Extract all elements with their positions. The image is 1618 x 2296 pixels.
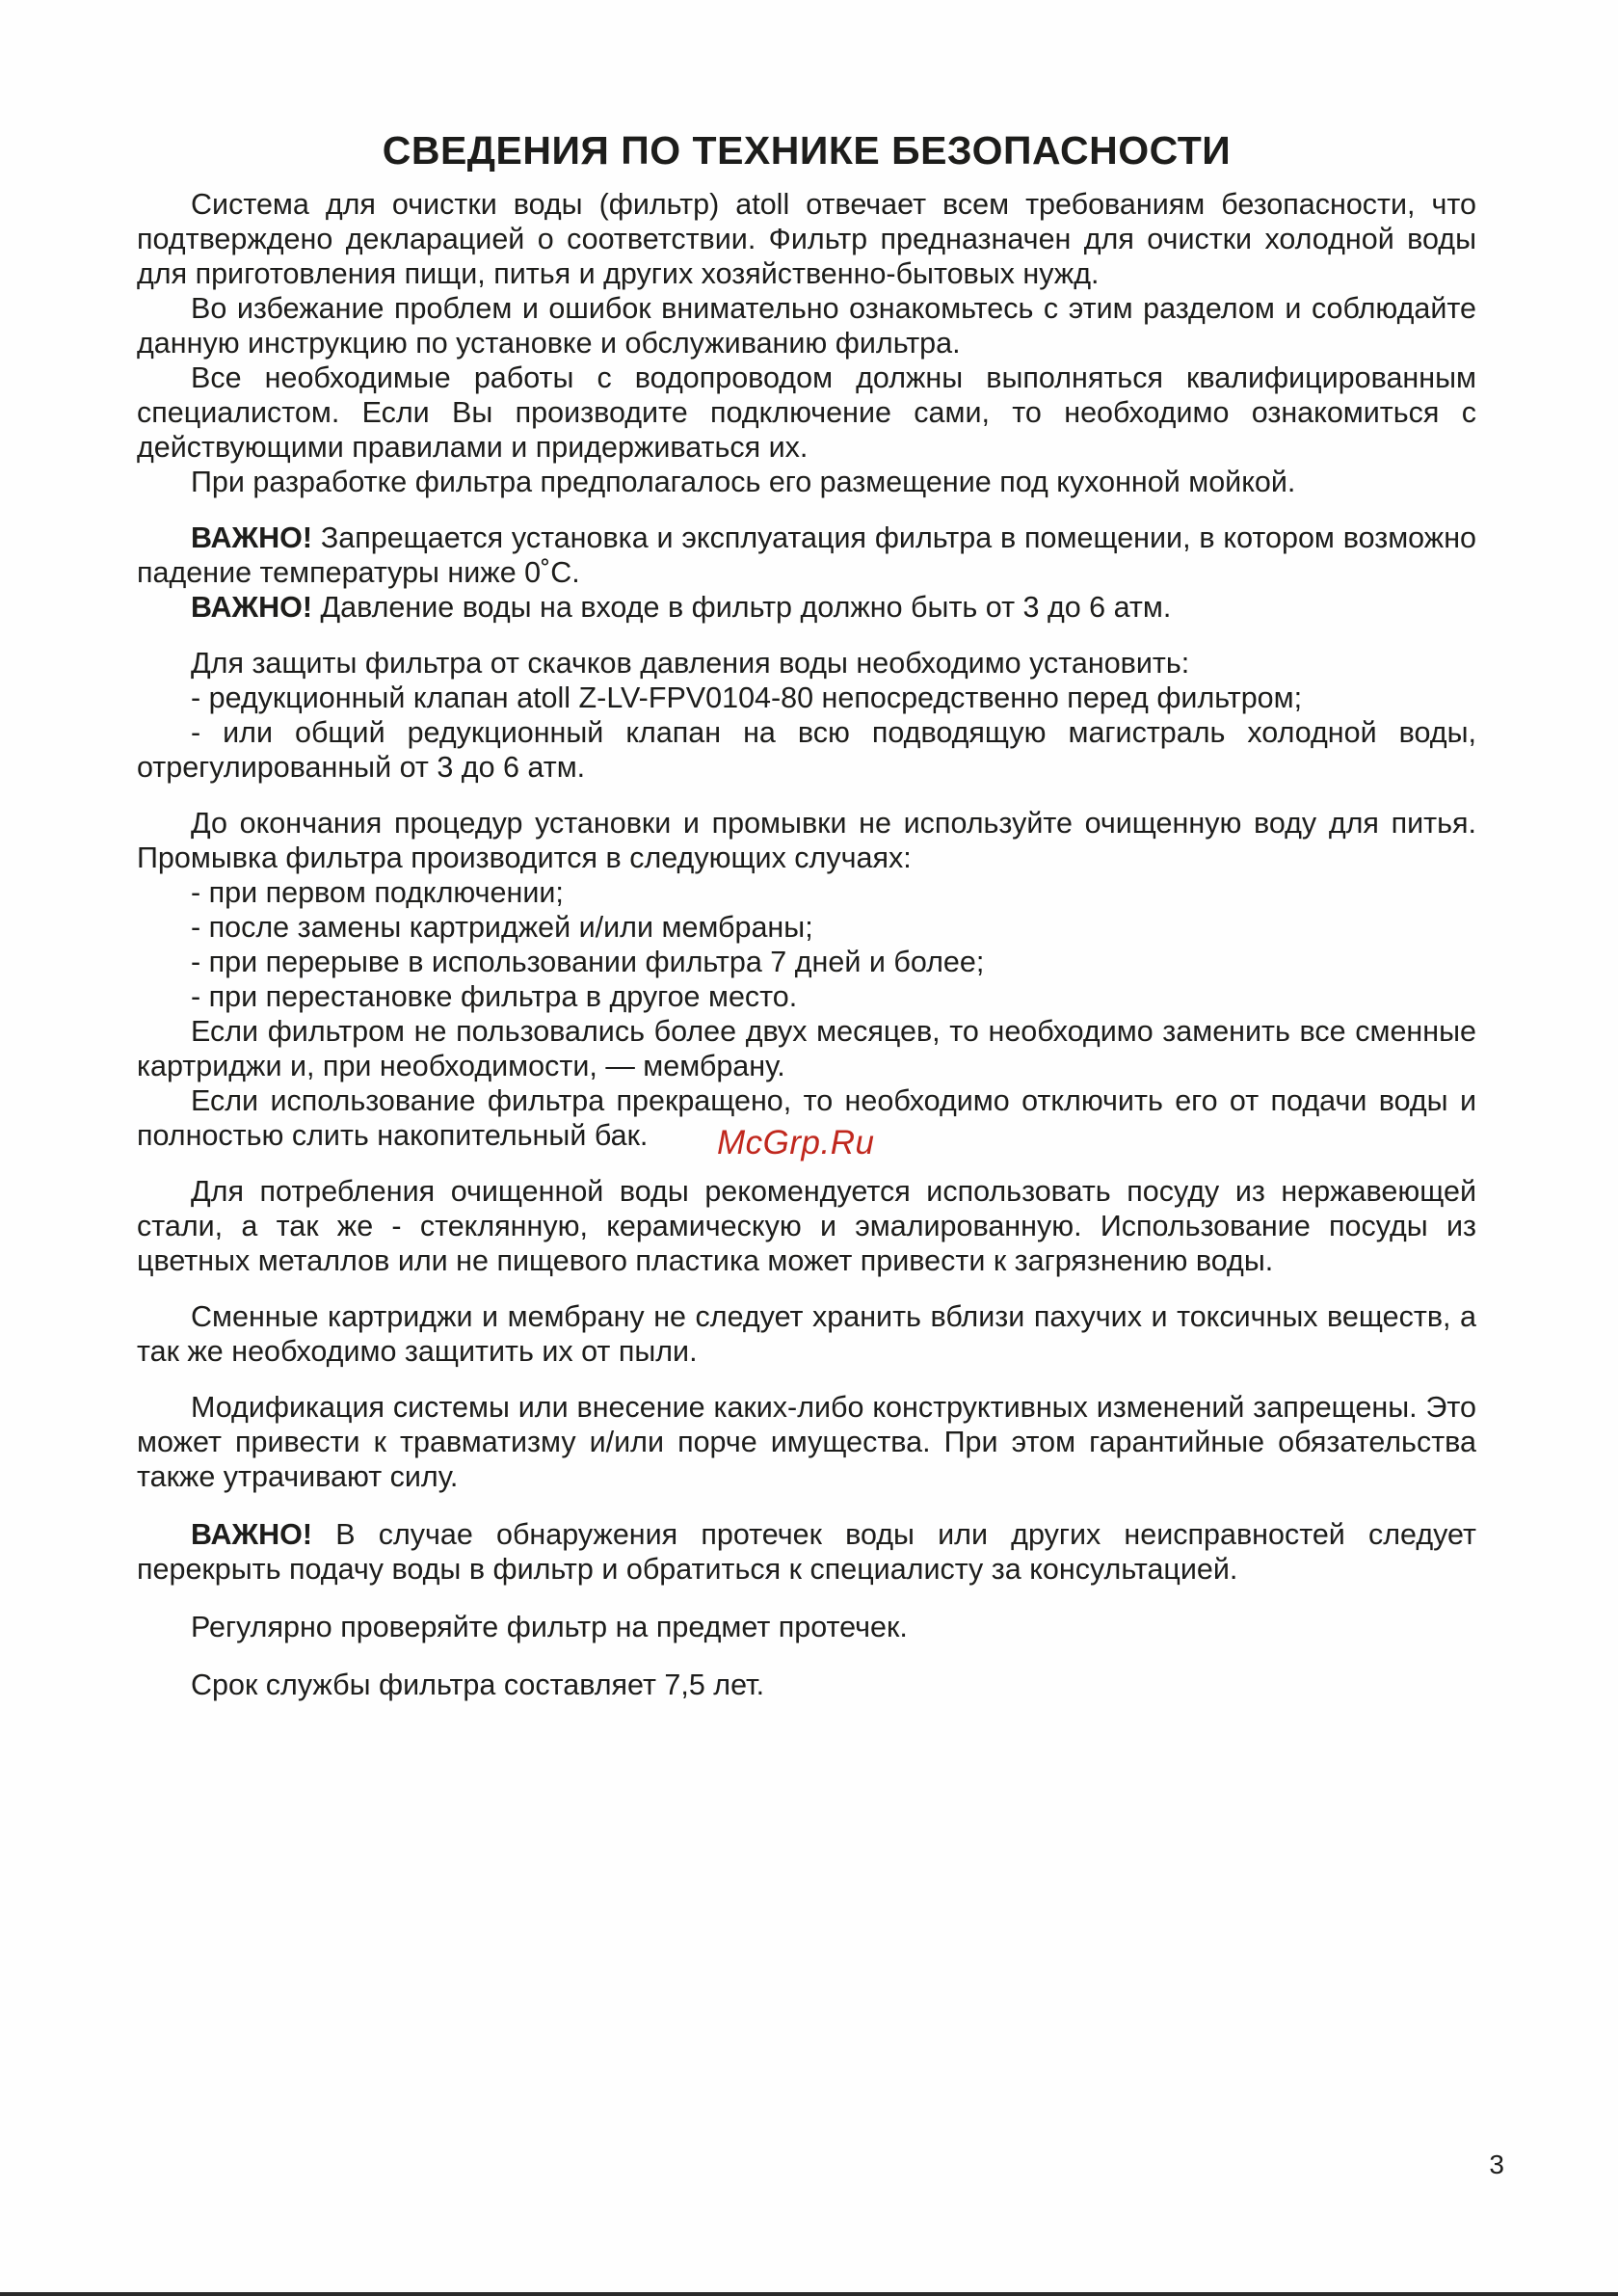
list-item-flush-case: - при перерыве в использовании фильтра 7 дней и более; <box>191 946 985 978</box>
page-content <box>137 123 1476 1702</box>
warning-pressure <box>137 590 1476 625</box>
page-title: СВЕДЕНИЯ ПО ТЕХНИКЕ БЕЗОПАСНОСТИ <box>382 128 1232 173</box>
warning-pressure-text: Давление воды на входе в фильтр должно быть от 3 до 6 атм. <box>320 591 1172 624</box>
paragraph-placement: При разработке фильтра предполагалось его размещение под кухонной мойкой. <box>191 466 1296 498</box>
paragraph-service-life: Срок службы фильтра составляет 7,5 лет. <box>191 1669 765 1701</box>
page-number: 3 <box>1489 2149 1504 2179</box>
important-label: ВАЖНО! <box>191 521 313 554</box>
list-item-general-valve: - или общий редукционный клапан на всю подводящую магистраль холодной воды, отрегулированный от 3 до 6 атм. <box>137 716 1476 784</box>
warning-leaks-text: В случае обнаружения протечек воды или других неисправностей следует перекрыть подачу воды в фильтр и обратиться к специалисту за консультацией. <box>137 1518 1476 1586</box>
important-label: ВАЖНО! <box>191 591 313 624</box>
paragraph-disconnect: Если использование фильтра прекращено, то необходимо отключить его от подачи воды и полностью слить накопительный бак. <box>137 1084 1476 1152</box>
bottom-divider <box>0 2292 1618 2296</box>
list-item-reduction-valve: - редукционный клапан atoll Z-LV-FPV0104-80 непосредственно перед фильтром; <box>191 681 1303 714</box>
warning-temperature <box>137 521 1476 590</box>
paragraph-check-leaks: Регулярно проверяйте фильтр на предмет протечек. <box>191 1611 908 1643</box>
paragraph-pressure-protection: Для защиты фильтра от скачков давления воды необходимо установить: <box>191 647 1190 680</box>
list-item-flush-case: - после замены картриджей и/или мембраны; <box>191 911 813 944</box>
paragraph-dishes: Для потребления очищенной воды рекомендуется использовать посуду из нержавеющей стали, а так же - стеклянную, керамическую и эмалированную. Использование посуды из цветных металлов или не пищевого пластика может привести к загрязнению воды. <box>137 1175 1476 1277</box>
paragraph-intro: Система для очистки воды (фильтр) atoll отвечает всем требованиям безопасности, что подтверждено декларацией о соответствии. Фильтр предназначен для очистки холодной воды для приготовления пищи, питья и других хозяйственно-бытовых нужд. <box>137 188 1476 290</box>
paragraph-modification: Модификация системы или внесение каких-либо конструктивных изменений запрещены. Это может привести к травматизму и/или порче имущества. При этом гарантийные обязательства также утрачивают силу. <box>137 1391 1476 1493</box>
paragraph-flushing: До окончания процедур установки и промывки не используйте очищенную воду для питья. Промывка фильтра производится в следующих случаях: <box>137 807 1476 874</box>
warning-temperature-text: Запрещается установка и эксплуатация фильтра в помещении, в котором возможно падение температуры ниже 0˚С. <box>137 521 1476 589</box>
list-item-flush-case: - при первом подключении; <box>191 876 564 909</box>
warning-leaks <box>137 1517 1476 1587</box>
important-label: ВАЖНО! <box>191 1518 313 1551</box>
watermark-text: McGrp.Ru <box>717 1124 875 1161</box>
list-item-flush-case: - при перестановке фильтра в другое место. <box>191 980 798 1013</box>
paragraph-read-instructions: Во избежание проблем и ошибок внимательно ознакомьтесь с этим разделом и соблюдайте данную инструкцию по установке и обслуживанию фильтра. <box>137 292 1476 360</box>
paragraph-replace-cartridges: Если фильтром не пользовались более двух месяцев, то необходимо заменить все сменные картриджи и, при необходимости, — мембрану. <box>137 1015 1476 1082</box>
paragraph-qualified-specialist: Все необходимые работы с водопроводом должны выполняться квалифицированным специалистом. Если Вы производите подключение сами, то необходимо ознакомиться с действующими правилами и придерживаться их. <box>137 361 1476 464</box>
paragraph-storage: Сменные картриджи и мембрану не следует хранить вблизи пахучих и токсичных веществ, а так же необходимо защитить их от пыли. <box>137 1300 1476 1368</box>
